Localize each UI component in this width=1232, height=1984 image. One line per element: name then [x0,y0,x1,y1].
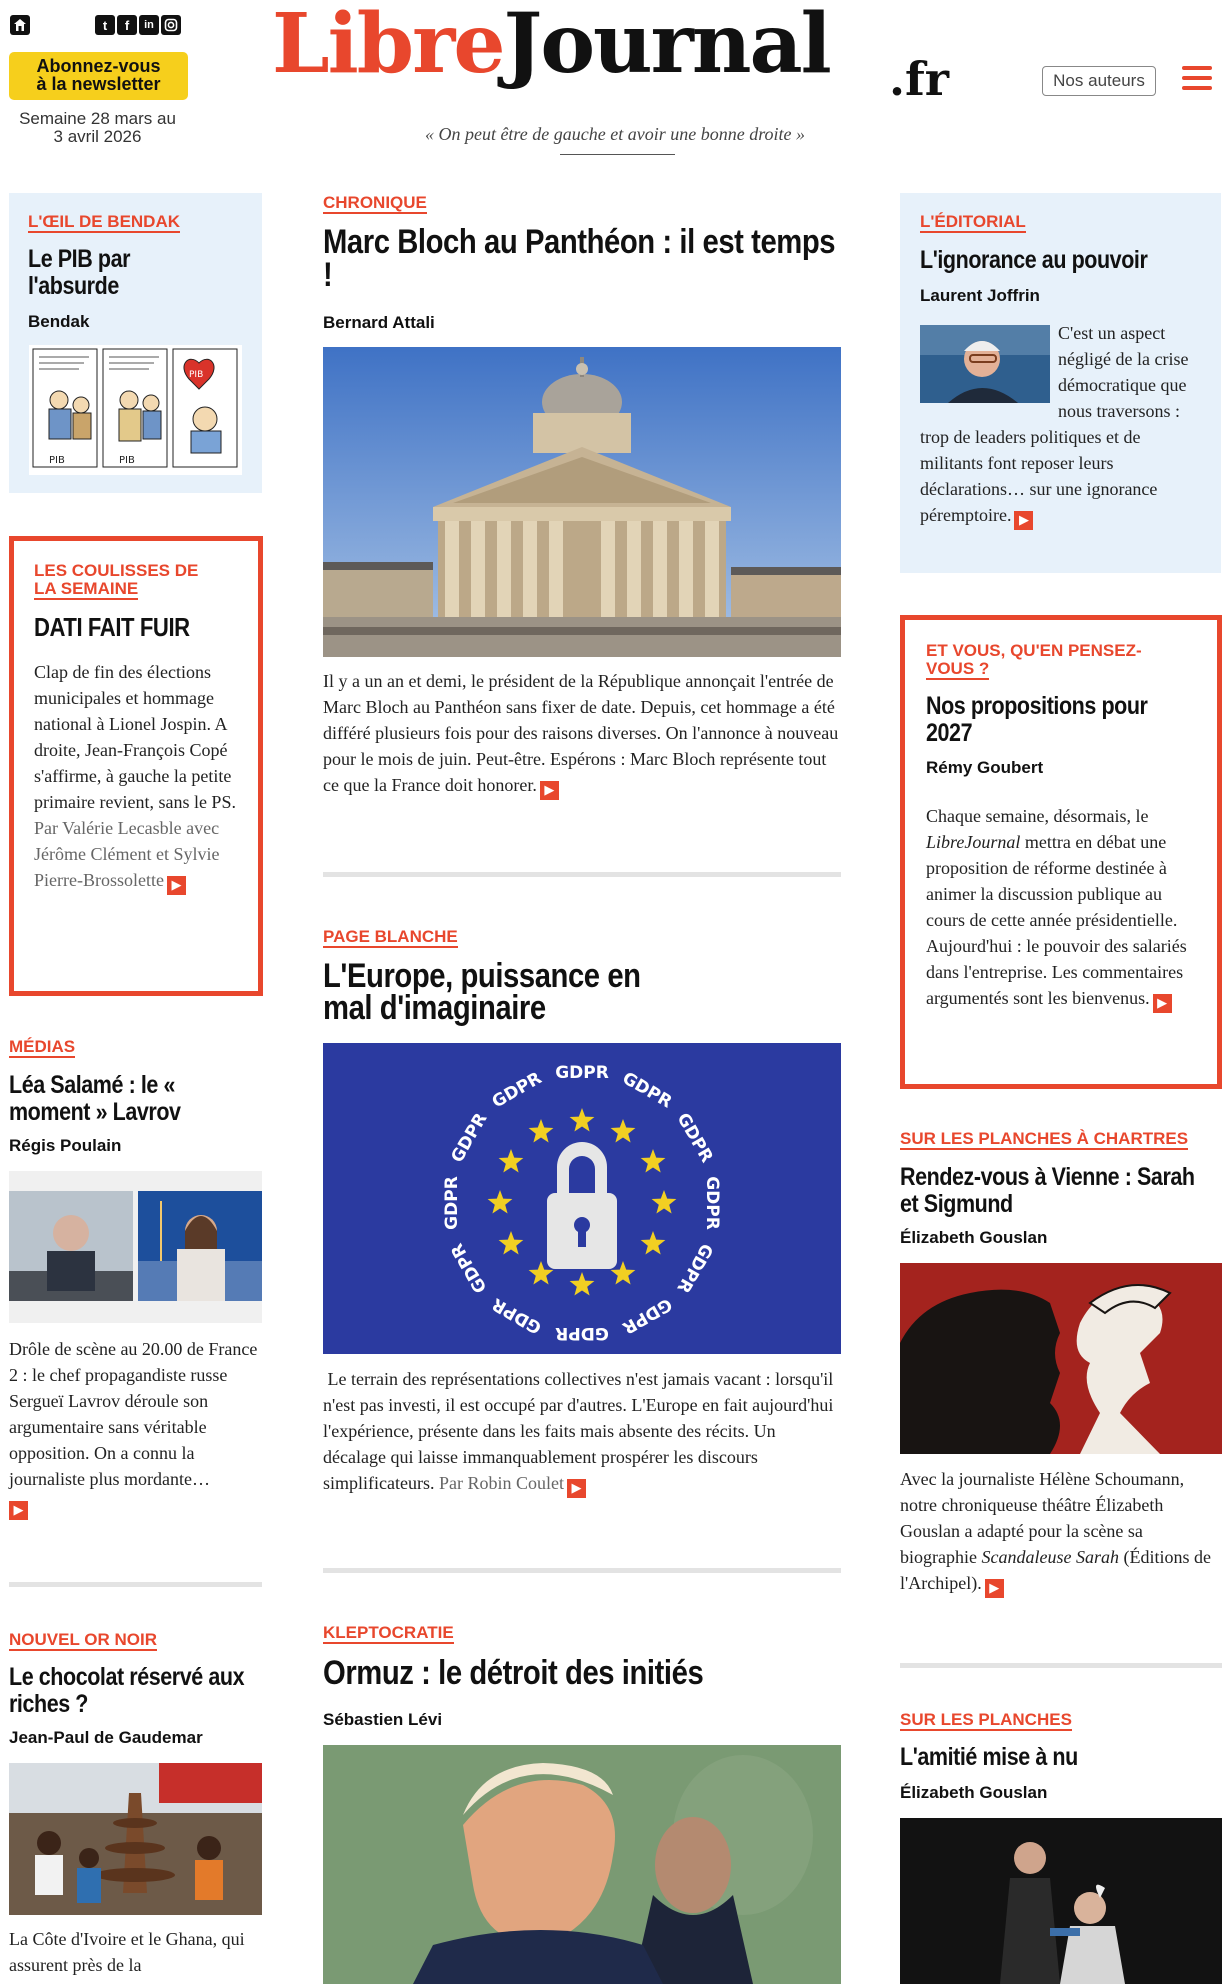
europe-byline: Par Robin Coulet [438,1473,564,1493]
editorial-kicker[interactable] [920,213,1026,231]
nos-auteurs-button[interactable]: Nos auteurs [1042,66,1156,96]
editorial-author[interactable]: Laurent Joffrin [920,286,1040,305]
coulisses-kicker[interactable] [34,562,244,598]
newsletter-label-1: Abonnez-vous [36,56,161,76]
gdpr-ring-text: GDPR [618,1068,676,1113]
vienne-text-2: (Éditions de l'Archipel). [900,1547,1211,1593]
pantheon-image[interactable] [323,347,841,657]
medias-image[interactable] [9,1171,262,1323]
coulisses-title[interactable]: DATI FAIT FUIR [34,612,190,642]
ormuz-image[interactable] [323,1745,841,1984]
editorial-text [920,320,1192,530]
chocolat-image[interactable] [9,1763,262,1915]
bloch-text [323,668,843,800]
propositions-text-1: Chaque semaine, désormais, le [926,806,1149,826]
bendak-cartoon[interactable] [29,345,242,475]
read-more-arrow-icon[interactable]: ▶ [1014,511,1033,530]
vienne-text-em: Scandaleuse Sarah [981,1547,1119,1567]
linkedin-icon[interactable]: in [139,15,159,35]
medias-summary: Drôle de scène au 20.00 de France 2 : le chef propagandiste russe Sergueï Lavrov déroule son argumentaire sans véritable opposition. On a connu la journaliste plus mordante… [9,1339,258,1489]
bendak-title[interactable]: Le PIB par l'absurde [28,245,131,300]
home-icon[interactable] [10,15,30,35]
divider [9,1582,262,1587]
propositions-text [926,803,1202,1013]
coulisses-text [34,659,244,895]
tagline-divider [560,154,675,155]
ormuz-kicker[interactable] [323,1624,454,1642]
amitie-image[interactable] [900,1818,1222,1984]
bendak-kicker-text: L'ŒIL DE BENDAK [28,212,181,231]
editorial-title[interactable]: L'ignorance au pouvoir [920,246,1148,274]
medias-author[interactable]: Régis Poulain [9,1136,122,1155]
coulisses-summary: Clap de fin des élections municipales et hommage national à Lionel Jospin. A droite, Jean-François Copé s'affirme, à gauche la petite primaire revient, sans le PS. [34,662,236,812]
photo-spacer [920,320,1058,420]
amitie-author[interactable]: Élizabeth Gouslan [900,1783,1048,1802]
bloch-author[interactable]: Bernard Attali [323,313,435,332]
facebook-icon[interactable]: f [117,15,137,35]
europe-title[interactable]: L'Europe, puissance en mal d'imaginaire [323,957,641,1027]
instagram-icon[interactable] [161,15,181,35]
chocolat-title[interactable]: Le chocolat réservé aux riches ? [9,1663,245,1718]
read-more-arrow-icon[interactable]: ▶ [540,781,559,800]
read-more-arrow-icon[interactable]: ▶ [9,1501,28,1520]
gdpr-image[interactable] [323,1043,841,1354]
amitie-kicker-text: SUR LES PLANCHES [900,1710,1072,1729]
gdpr-ring-text: GDPR [672,1239,717,1297]
chocolat-kicker[interactable] [9,1631,157,1649]
hamburger-menu-icon[interactable] [1182,66,1212,92]
twitter-icon[interactable]: t [95,15,115,35]
ormuz-author[interactable]: Sébastien Lévi [323,1710,443,1729]
cartoon-label-2: PIB [119,455,135,466]
gdpr-ring-text: GDPR [447,1239,492,1297]
gdpr-ring-text: GDPR [488,1293,546,1338]
read-more-arrow-icon[interactable]: ▶ [167,876,186,895]
medias-title[interactable]: Léa Salamé : le « moment » Lavrov [9,1071,181,1126]
gdpr-ring-text: GDPR [672,1109,717,1167]
medias-kicker-text: MÉDIAS [9,1037,76,1056]
coulisses-kicker-2: LA SEMAINE [34,579,139,598]
read-more-arrow-icon[interactable]: ▶ [567,1479,586,1498]
propositions-author[interactable]: Rémy Goubert [926,758,1044,777]
europe-kicker-text: PAGE BLANCHE [323,927,458,946]
chocolat-kicker-text: NOUVEL OR NOIR [9,1630,157,1649]
logo-journal: Journal [503,0,830,92]
logo-libre: Libre [272,0,504,92]
bloch-title[interactable]: Marc Bloch au Panthéon : il est temps ! [323,223,836,294]
propositions-kicker[interactable] [926,642,1186,678]
europe-kicker[interactable] [323,928,458,946]
bendak-author[interactable]: Bendak [28,312,90,331]
tagline: « On peut être de gauche et avoir une bonne droite » [424,124,806,144]
europe-summary: Le terrain des représentations collectives n'est jamais vacant : lorsqu'il n'est pas investi, il est occupé par d'autres. L'Europe en fait aujourd'hui l'expérience, présente dans les faits mais absente des récits. Un décalage qui laisse immanquablement prospérer les discours simplificateurs. [323,1369,834,1493]
vienne-poster-image[interactable] [900,1263,1222,1454]
editorial-kicker-text: L'ÉDITORIAL [920,212,1026,231]
vienne-text [900,1466,1220,1598]
amitie-kicker[interactable] [900,1711,1072,1729]
divider [900,1663,1222,1668]
cartoon-label-1: PIB [49,455,65,466]
gdpr-ring-text: GDPR [488,1068,546,1113]
bloch-summary: Il y a un an et demi, le président de la République annonçait l'entrée de Marc Bloch au Panthéon sans fixer de date. Depuis, cet hommage a été différé plusieurs fois pour des raisons diverses. On l'annonce à nouveau pour le mois de juin. Peut-être. Espérons : Marc Bloch représente tout ce que la France doit honorer. [323,671,839,795]
bloch-kicker-text: CHRONIQUE [323,193,427,212]
gdpr-ring-text: GDPR [555,1323,609,1343]
propositions-kicker-2: VOUS ? [926,659,990,678]
newsletter-button[interactable] [9,52,188,100]
editorial-summary: C'est un aspect négligé de la crise démocratique que nous traversons : trop de leaders politiques et de militants font reposer leurs déclarations… sur une ignorance péremptoire. [920,323,1189,525]
vienne-author[interactable]: Élizabeth Gouslan [900,1228,1048,1247]
divider [323,1568,841,1573]
week-range [0,110,195,146]
cartoon-label-3: PIB [189,370,204,380]
amitie-title[interactable]: L'amitié mise à nu [900,1743,1078,1771]
read-more-arrow-icon[interactable]: ▶ [1153,994,1172,1013]
propositions-text-2: mettra en débat une proposition de réforme destinée à animer la discussion publique au cours de cette année présidentielle. Aujourd'hui : le pouvoir des salariés dans l'entreprise. Les commentaires argumentés sont les bienvenus. [926,832,1187,1008]
logo-fr: .fr [889,52,950,106]
gdpr-ring-text: GDPR [555,1063,609,1083]
europe-text [323,1366,843,1498]
medias-kicker[interactable] [9,1038,75,1056]
gdpr-ring-text: GDPR [702,1176,722,1230]
week-line-2: 3 avril 2026 [53,127,142,146]
coulisses-kicker-1: LES COULISSES DE [34,561,199,580]
site-logo[interactable] [272,0,830,94]
read-more-arrow-icon[interactable]: ▶ [985,1579,1004,1598]
ormuz-kicker-text: KLEPTOCRATIE [323,1623,454,1642]
coulisses-byline: Par Valérie Lecasble avec Jérôme Clément et Sylvie Pierre-Brossolette [34,818,220,890]
divider [323,872,841,877]
vienne-kicker-text: SUR LES PLANCHES À CHARTRES [900,1129,1189,1148]
gdpr-ring-text: GDPR [447,1109,492,1167]
gdpr-ring-text: GDPR [442,1176,462,1230]
propositions-kicker-1: ET VOUS, QU'EN PENSEZ- [926,641,1142,660]
chocolat-author[interactable]: Jean-Paul de Gaudemar [9,1728,203,1747]
propositions-title[interactable]: Nos propositions pour 2027 [926,692,1148,747]
chocolat-text: La Côte d'Ivoire et le Ghana, qui assurent près de la [9,1929,245,1975]
vienne-title[interactable]: Rendez-vous à Vienne : Sarah et Sigmund [900,1163,1195,1218]
gdpr-ring-text: GDPR [618,1293,676,1338]
medias-text [9,1336,262,1520]
bloch-kicker[interactable] [323,194,427,212]
bendak-kicker[interactable] [28,213,180,231]
week-line-1: Semaine 28 mars au [19,109,176,128]
propositions-text-em: LibreJournal [926,832,1021,852]
vienne-kicker[interactable] [900,1130,1188,1148]
vienne-text-1: Avec la journaliste Hélène Schoumann, notre chroniqueuse théâtre Élizabeth Gouslan a adapté pour la scène sa biographie [900,1469,1185,1567]
ormuz-title[interactable]: Ormuz : le détroit des initiés [323,1654,704,1692]
newsletter-label-2: à la newsletter [36,74,161,94]
